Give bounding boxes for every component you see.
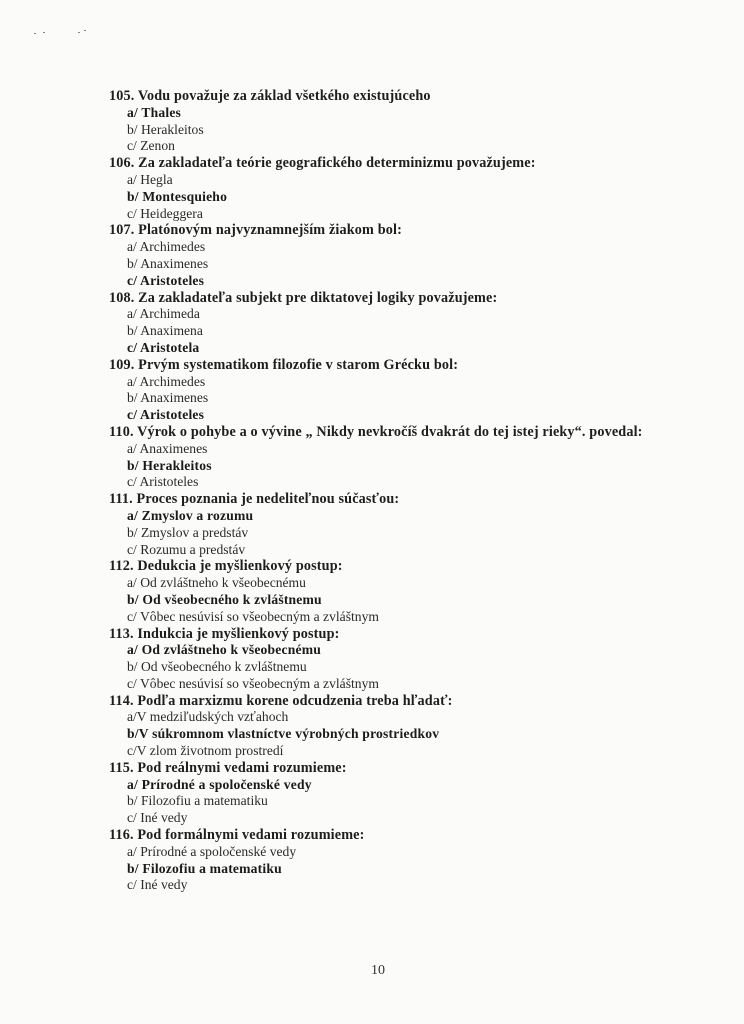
answer-option: c/ Heideggera [127,205,203,221]
question-title: 111. Proces poznania je nedeliteľnou súčasťou: [109,491,400,508]
answer-option-correct: a/ Od zvláštneho k všeobecnému [127,642,322,658]
question-item [109,693,709,760]
answer-option: a/ Prírodné a spoločenské vedy [127,843,297,859]
answer-option: b/ Anaximena [127,323,203,339]
answer-option-correct: b/V súkromnom vlastníctve výrobných prostriedkov [127,726,440,742]
question-title: 115. Pod reálnymi vedami rozumieme: [109,759,347,776]
question-list [109,88,709,894]
answer-option: c/ Vôbec nesúvisí so všeobecným a zvláštnym [127,675,379,691]
answer-option: c/ Aristoteles [127,474,199,490]
question-item [109,558,709,625]
question-item [109,88,709,155]
scan-artifact [34,30,94,36]
answer-option: c/ Zenon [127,138,175,154]
answer-option-correct: c/ Aristotela [127,339,200,355]
page-number: 10 [371,963,385,978]
answer-option: b/ Zmyslov a predstáv [127,524,249,540]
answer-option: a/ Od zvláštneho k všeobecnému [127,575,306,591]
question-title: 113. Indukcia je myšlienkový postup: [109,625,340,642]
question-item [109,290,709,357]
question-title: 106. Za zakladateľa teórie geografického determinizmu považujeme: [109,155,536,172]
question-title: 105. Vodu považuje za základ všetkého existujúceho [109,88,431,104]
answer-option-correct: c/ Aristoteles [127,272,205,288]
answer-option: b/ Od všeobecného k zvláštnemu [127,659,307,675]
answer-option: c/ Rozumu a predstáv [127,541,246,557]
question-item [109,760,709,827]
answer-option: c/ Iné vedy [127,877,188,893]
question-title: 107. Platónovým najvyznamnejším žiakom bol: [109,222,402,239]
answer-option: c/ Vôbec nesúvisí so všeobecným a zvláštnym [127,608,379,624]
question-item [109,222,709,289]
answer-option-correct: b/ Herakleitos [127,457,212,473]
answer-option: c/V zlom životnom prostredí [127,743,284,759]
answer-option: b/ Anaximenes [127,255,209,271]
answer-option: a/ Archimeda [127,306,200,322]
question-item [109,626,709,693]
question-title: 110. Výrok o pohybe a o vývine „ Nikdy nevkročíš dvakrát do tej istej rieky“. povedal: [109,423,643,440]
answer-option-correct: b/ Od všeobecného k zvláštnemu [127,591,322,607]
answer-option-correct: a/ Thales [127,104,182,120]
answer-option-correct: b/ Filozofiu a matematiku [127,860,282,876]
answer-option: c/ Iné vedy [127,810,188,826]
question-item [109,424,709,491]
question-title: 114. Podľa marxizmu korene odcudzenia treba hľadať: [109,692,453,709]
answer-option: a/ Hegla [127,171,173,187]
question-item [109,827,709,894]
answer-option: a/ Archimedes [127,239,206,255]
answer-option: b/ Filozofiu a matematiku [127,793,268,809]
question-item [109,155,709,222]
answer-option: a/ Anaximenes [127,440,208,456]
question-title: 112. Dedukcia je myšlienkový postup: [109,558,343,575]
question-title: 108. Za zakladateľa subjekt pre diktatovej logiky považujeme: [109,289,498,306]
question-item [109,357,709,424]
question-title: 109. Prvým systematikom filozofie v starom Grécku bol: [109,356,459,373]
answer-option: a/V medziľudských vzťahoch [127,709,289,725]
answer-option: b/ Herakleitos [127,121,204,137]
answer-option-correct: a/ Prírodné a spoločenské vedy [127,776,312,792]
question-item [109,491,709,558]
answer-option: b/ Anaximenes [127,390,209,406]
answer-option-correct: a/ Zmyslov a rozumu [127,507,254,523]
question-title: 116. Pod formálnymi vedami rozumieme: [109,827,365,844]
answer-option-correct: c/ Aristoteles [127,407,205,423]
answer-option-correct: b/ Montesquieho [127,188,228,204]
answer-option: a/ Archimedes [127,373,206,389]
